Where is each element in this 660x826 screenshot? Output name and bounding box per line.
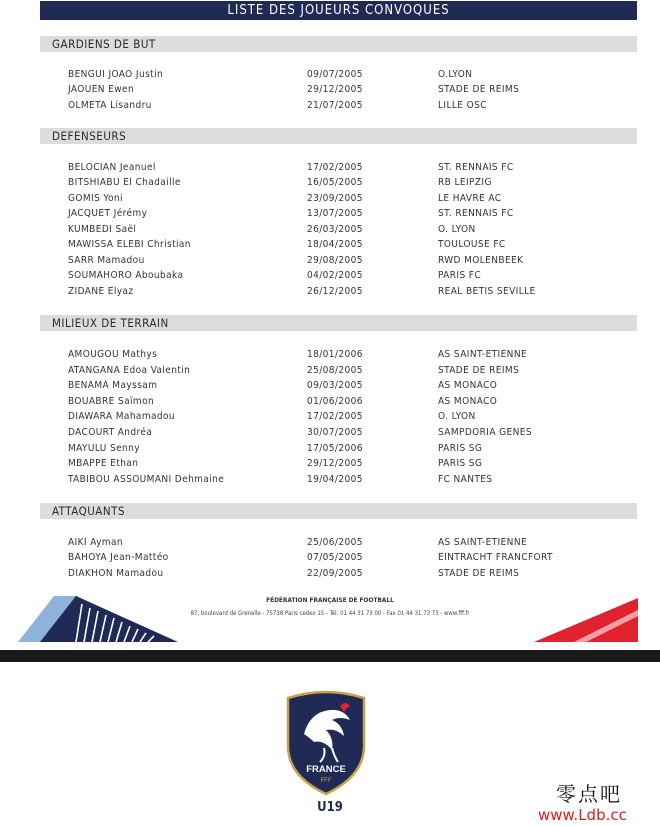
player-club: STADE DE REIMS (438, 365, 520, 376)
player-name: BENAMA Mayssam (68, 380, 158, 391)
player-name: BENGUI JOAO Justin (68, 69, 164, 80)
crest-country-label: FRANCE (306, 764, 346, 775)
player-row (68, 269, 628, 283)
player-club: STADE DE REIMS (438, 568, 520, 579)
player-row (68, 238, 628, 252)
player-name: ATANGANA Edoa Valentin (68, 365, 191, 376)
player-club: TOULOUSE FC (438, 239, 506, 250)
section-title: ATTAQUANTS (52, 504, 126, 518)
player-row (68, 442, 628, 456)
player-dob: 16/05/2005 (307, 177, 363, 188)
player-dob: 26/12/2005 (307, 286, 363, 297)
player-row (68, 285, 628, 299)
player-dob: 30/07/2005 (307, 427, 363, 438)
player-name: TABIBOU ASSOUMANI Dehmaine (68, 474, 225, 485)
player-club: PARIS FC (438, 270, 482, 281)
page-divider-bar (0, 650, 660, 662)
player-name: ZIDANE Elyaz (68, 286, 134, 297)
player-name: GOMIS Yoni (68, 193, 123, 204)
player-name: MBAPPE Ethan (68, 458, 139, 469)
player-dob: 18/01/2006 (307, 349, 363, 360)
player-name: DIAKHON Mamadou (68, 568, 164, 579)
section-header-goalkeepers (40, 36, 637, 52)
player-name: BITSHIABU El Chadaille (68, 177, 181, 188)
svg-text:FFF: FFF (320, 778, 332, 784)
player-row (68, 410, 628, 424)
player-row (68, 426, 628, 440)
player-row (68, 567, 628, 581)
section-title: MILIEUX DE TERRAIN (52, 316, 169, 330)
player-club: ST. RENNAIS FC (438, 162, 514, 173)
player-name: KUMBEDI Saël (68, 224, 137, 235)
player-name: OLMETA Lisandru (68, 100, 152, 111)
player-row (68, 473, 628, 487)
player-club: REAL BETIS SEVILLE (438, 286, 536, 297)
player-dob: 29/12/2005 (307, 458, 363, 469)
player-club: PARIS SG (438, 443, 483, 454)
player-dob: 04/02/2005 (307, 270, 363, 281)
player-dob: 18/04/2005 (307, 239, 363, 250)
player-name: JAOUEN Ewen (68, 84, 135, 95)
player-dob: 01/06/2006 (307, 396, 363, 407)
tricolor-red-right-decoration (534, 598, 638, 642)
footer-organization: FÉDÉRATION FRANÇAISE DE FOOTBALL (266, 596, 394, 604)
player-name: SARR Mamadou (68, 255, 145, 266)
player-club: RB LEIPZIG (438, 177, 492, 188)
footer-address: 87, boulevard de Grenelle - 75738 Paris cedex 15 - Tél. 01 44 31 73 00 - Fax 01 44 31 73 73 - www.fff.fr (190, 610, 470, 617)
player-club: LILLE OSC (438, 100, 487, 111)
player-row (68, 536, 628, 550)
player-name: BAHOYA Jean-Mattéo (68, 552, 169, 563)
player-dob: 25/06/2005 (307, 537, 363, 548)
player-row (68, 457, 628, 471)
section-header-forwards (40, 503, 637, 519)
player-club: O. LYON (438, 411, 476, 422)
document-title: LISTE DES JOUEURS CONVOQUES (227, 3, 450, 18)
player-dob: 19/04/2005 (307, 474, 363, 485)
player-row (68, 551, 628, 565)
section-header-midfielders (40, 315, 637, 331)
player-row (68, 176, 628, 190)
player-club: PARIS SG (438, 458, 483, 469)
player-dob: 22/09/2005 (307, 568, 363, 579)
player-name: MAWISSA ELEBI Christian (68, 239, 191, 250)
player-dob: 07/05/2005 (307, 552, 363, 563)
player-club: AS MONACO (438, 396, 498, 407)
player-club: STADE DE REIMS (438, 84, 520, 95)
player-club: EINTRACHT FRANCFORT (438, 552, 553, 563)
player-dob: 17/05/2006 (307, 443, 363, 454)
player-name: DIAWARA Mahamadou (68, 411, 176, 422)
player-club: AS SAINT-ETIENNE (438, 537, 528, 548)
player-row (68, 99, 628, 113)
player-dob: 13/07/2005 (307, 208, 363, 219)
player-club: AS MONACO (438, 380, 498, 391)
player-name: JACQUET Jérémy (68, 208, 148, 219)
player-club: O. LYON (438, 224, 476, 235)
player-club: LE HAVRE AC (438, 193, 502, 204)
player-dob: 25/08/2005 (307, 365, 363, 376)
player-dob: 29/12/2005 (307, 84, 363, 95)
player-row (68, 192, 628, 206)
player-row (68, 395, 628, 409)
player-dob: 23/09/2005 (307, 193, 363, 204)
player-row (68, 379, 628, 393)
watermark-url: www.Ldb.cc (538, 806, 627, 824)
player-name: BOUABRE Saïmon (68, 396, 155, 407)
player-club: AS SAINT-ETIENNE (438, 349, 528, 360)
fff-crest-logo (280, 684, 372, 796)
player-name: SOUMAHORO Aboubaka (68, 270, 184, 281)
player-dob: 26/03/2005 (307, 224, 363, 235)
player-club: ST. RENNAIS FC (438, 208, 514, 219)
player-dob: 21/07/2005 (307, 100, 363, 111)
player-row (68, 348, 628, 362)
team-label: U19 (317, 800, 343, 815)
watermark-chinese: 零点吧 (556, 782, 622, 806)
player-name: BELOCIAN Jeanuel (68, 162, 156, 173)
section-header-defenders (40, 128, 637, 144)
player-row (68, 161, 628, 175)
player-row (68, 207, 628, 221)
player-club: RWD MOLENBEEK (438, 255, 524, 266)
player-row (68, 364, 628, 378)
player-row (68, 254, 628, 268)
player-name: AIKI Ayman (68, 537, 123, 548)
player-club: SAMPDORIA GENES (438, 427, 532, 438)
player-name: DACOURT Andréa (68, 427, 153, 438)
section-title: DEFENSEURS (52, 129, 127, 143)
player-dob: 17/02/2005 (307, 162, 363, 173)
player-name: MAYULU Senny (68, 443, 140, 454)
player-club: O.LYON (438, 69, 473, 80)
player-dob: 17/02/2005 (307, 411, 363, 422)
player-row (68, 68, 628, 82)
player-dob: 29/08/2005 (307, 255, 363, 266)
player-dob: 09/03/2005 (307, 380, 363, 391)
player-name: AMOUGOU Mathys (68, 349, 158, 360)
player-row (68, 223, 628, 237)
section-title: GARDIENS DE BUT (52, 37, 156, 51)
player-club: FC NANTES (438, 474, 493, 485)
document-title-bar (40, 1, 637, 20)
player-dob: 09/07/2005 (307, 69, 363, 80)
player-row (68, 83, 628, 97)
